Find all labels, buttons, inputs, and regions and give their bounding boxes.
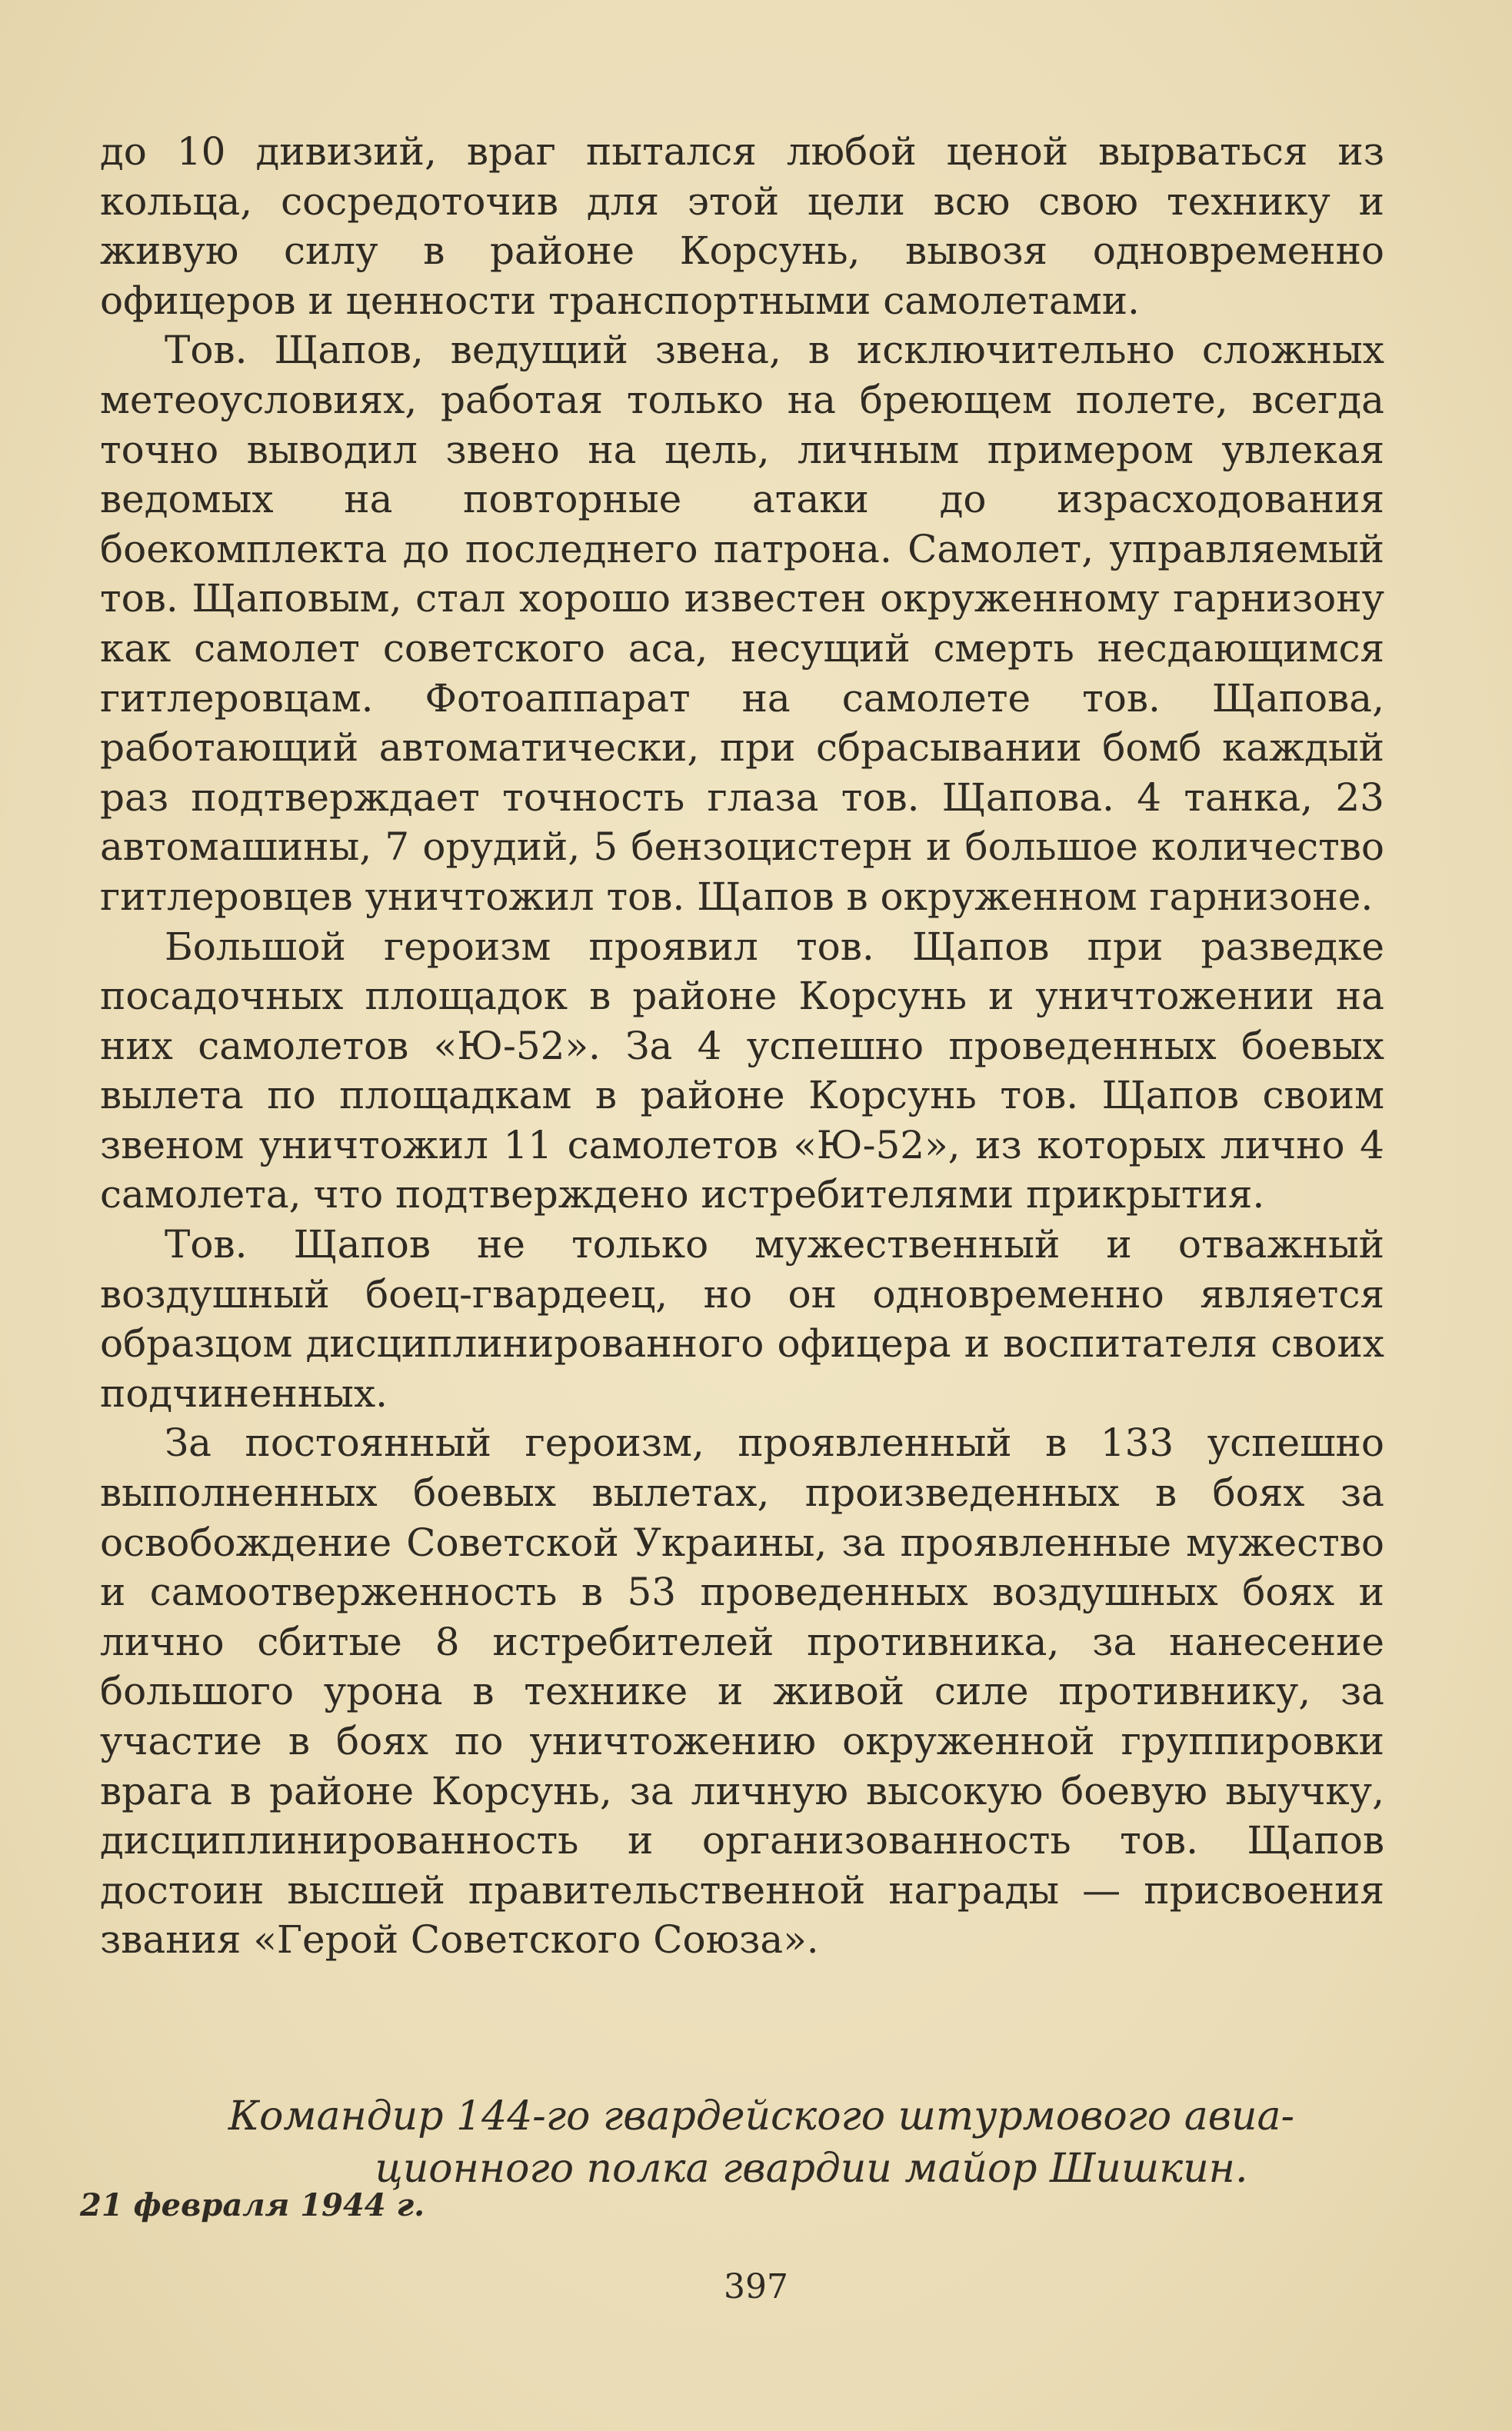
document-date: 21 февраля 1944 г. xyxy=(80,2187,425,2223)
signature-block xyxy=(77,2090,1384,2195)
paragraph: Большой героизм проявил тов. Щапов при разведке посадочных площадок в районе Корсунь и уничтожении на них самолетов «Ю-52». За 4 успешно проведенных боевых вылета по площадкам в районе Корсунь тов. Щапов своим звеном уничтожил 11 самолетов «Ю-52», из которых лично 4 самолета, что подтверждено истребителями прикрытия. xyxy=(100,924,1384,1217)
signature-line: Командир 144-го гвардейского штурмового авиа- xyxy=(228,2093,1295,2140)
body-text xyxy=(100,127,1384,1965)
paragraph: до 10 дивизий, враг пытался любой ценой вырваться из кольца, сосредоточив для этой цели всю свою технику и живую силу в районе Корсунь, вывозя одновременно офицеров и ценности транспортными самолетами. xyxy=(100,129,1384,323)
paragraph: За постоянный героизм, проявленный в 133 успешно выполненных боевых вылетах, произведенных в боях за освобождение Советской Украины, за проявленные мужество и самоотверженность в 53 проведенных воздушных боях и лично сбитые 8 истребителей противника, за нанесение большого урона в технике и живой силе противнику, за участие в боях по уничтожению окруженной группировки врага в районе Корсунь, за личную высокую боевую выучку, дисциплинированность и организованность тов. Щапов достоин высшей правительственной награды — присвоения звания «Герой Советского Союза». xyxy=(100,1420,1384,1963)
paragraph: Тов. Щапов, ведущий звена, в исключительно сложных метеоусловиях, работая только на бреющем полете, всегда точно выводил звено на цель, личным примером увлекая ведомых на повторные атаки до израсходования боекомплекта до последнего патрона. Самолет, управляемый тов. Щаповым, стал хорошо известен окруженному гарнизону как самолет советского аса, несущий смерть несдающимся гитлеровцам. Фотоаппарат на самолете тов. Щапова, работающий автоматически, при сбрасывании бомб каждый раз подтверждает точность глаза тов. Щапова. 4 танка, 23 автомашины, 7 орудий, 5 бензоцистерн и большое количество гитлеровцев уничтожил тов. Щапов в окруженном гарнизоне. xyxy=(100,328,1384,919)
page-number: 397 xyxy=(724,2267,788,2306)
paragraph: Тов. Щапов не только мужественный и отважный воздушный боец-гвардеец, но он одновременно является образцом дисциплинированного офицера и воспитателя своих подчиненных. xyxy=(100,1222,1384,1416)
signature-line: ционного полка гвардии майор Шишкин. xyxy=(375,2146,1248,2192)
